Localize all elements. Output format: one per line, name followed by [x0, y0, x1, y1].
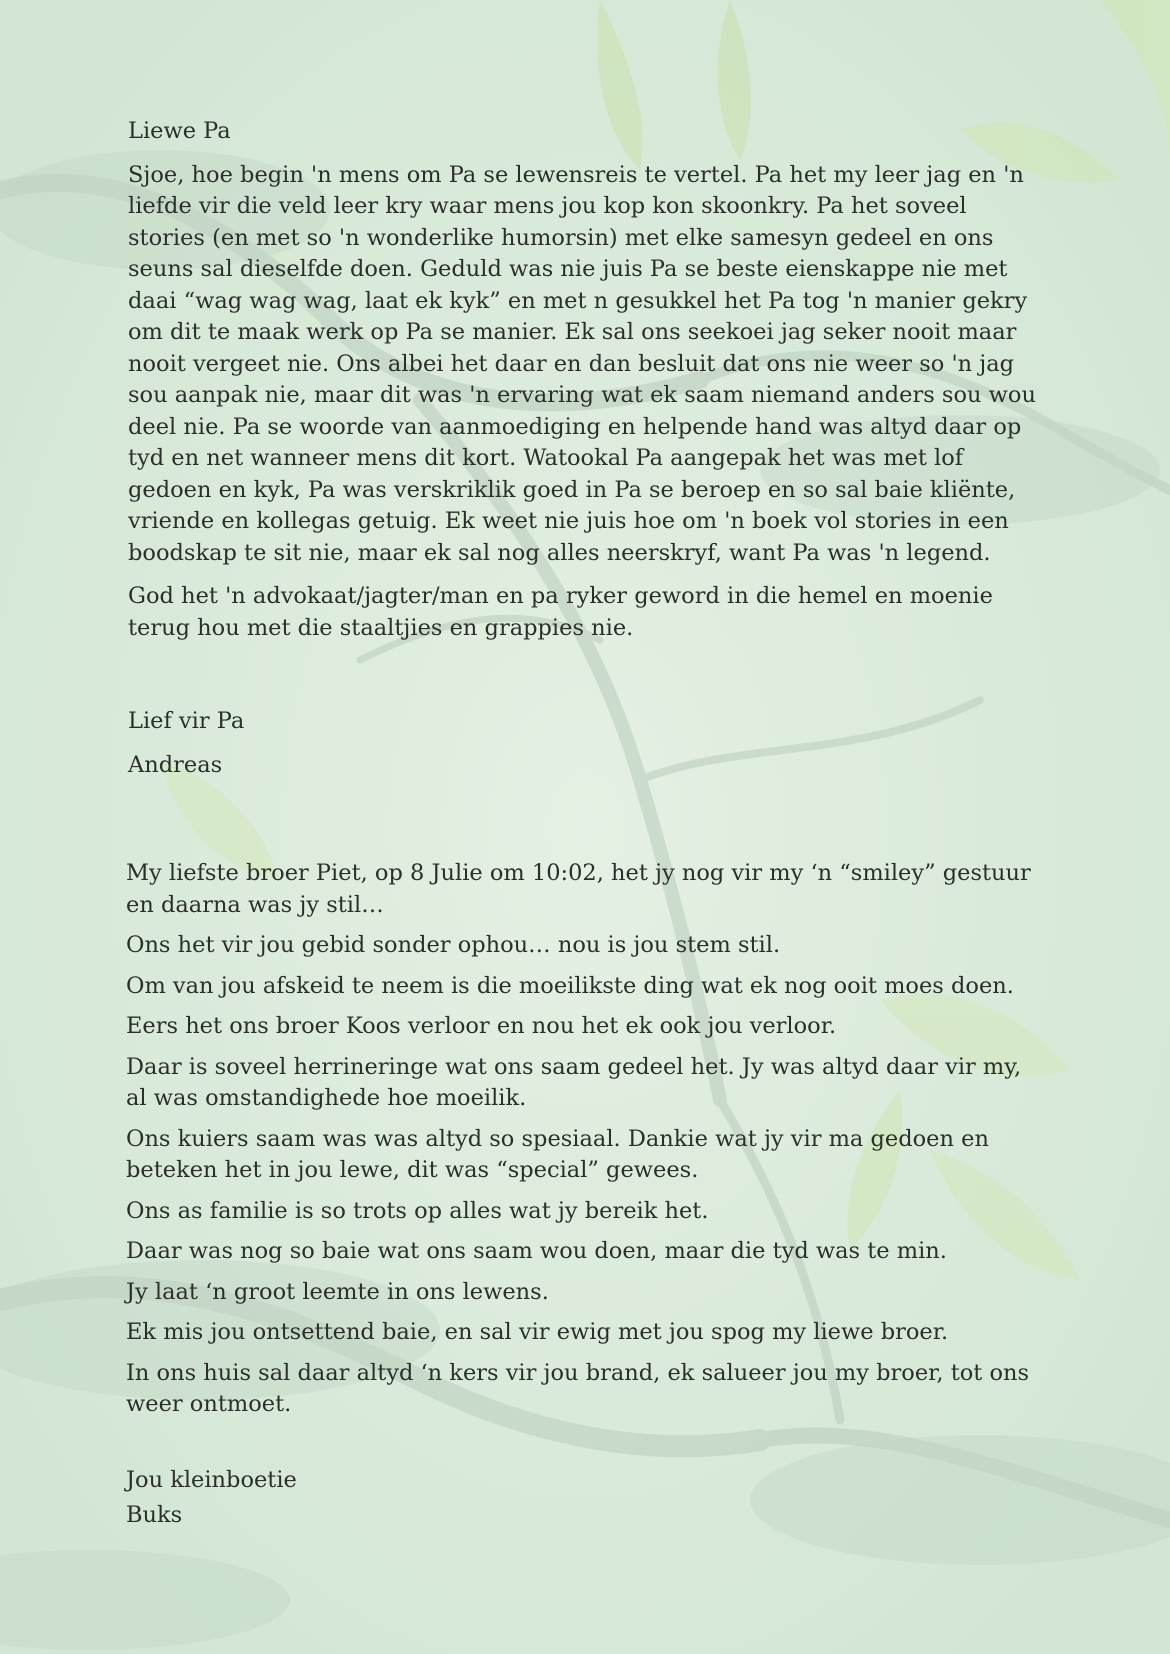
tribute-line: Ek mis jou ontsettend baie, en sal vir ewig met jou spog my liewe broer. — [126, 1319, 949, 1345]
tribute-line: Om van jou afskeid te neem is die moeilikste ding wat ek nog ooit moes doen. — [126, 972, 1014, 999]
signature: Andreas — [128, 751, 223, 778]
tribute-line: Ons as familie is so trots op alles wat jy bereik het. — [126, 1197, 709, 1224]
tribute-line: Daar was nog so baie wat ons saam wou doen, maar die tyd was te min. — [126, 1238, 947, 1264]
tribute-line: Jy laat ‘n groot leemte in ons lewens. — [126, 1278, 549, 1305]
tribute-line: Ons kuiers saam was was altyd so spesiaal. Dankie wat jy vir ma gedoen en beteken het in jou lewe, dit was “special” gewees. — [126, 1125, 989, 1183]
tribute-buks — [126, 858, 1046, 1532]
signature: Buks — [126, 1502, 183, 1528]
tribute-paragraph: God het 'n advokaat/jagter/man en pa ryker geword in die hemel en moenie terug hou met die staaltjies en grappies nie. — [128, 583, 993, 641]
tribute-line: In ons huis sal daar altyd ‘n kers vir jou brand, ek salueer jou my broer, tot ons weer ontmoet. — [126, 1359, 1030, 1417]
tribute-paragraph: Sjoe, hoe begin 'n mens om Pa se lewensreis te vertel. Pa het my leer jag en 'n liefde vir die veld leer kry waar mens jou kop kon skoonkry. Pa het soveel stories (en met so 'n wonderlike humorsin) met elke samesyn gedeel en ons seuns sal dieselfde doen. Geduld was nie juis Pa se beste eienskappe nie met daai “wag wag wag, laat ek kyk” en met n gesukkel het Pa tog 'n manier gekry om dit te maak werk op Pa se manier. Ek sal ons seekoei jag seker nooit maar nooit vergeet nie. Ons albei het daar en dan besluit dat ons nie weer so 'n jag sou aanpak nie, maar dit was 'n ervaring wat ek saam niemand anders sou wou deel nie. Pa se woorde van aanmoediging en helpende hand was altyd daar op tyd en net wanneer mens dit kort. Watookal Pa aangepak het was met lof gedoen en kyk, Pa was verskriklik goed in Pa se beroep en so sal baie kliënte, vriende en kollegas getuig. Ek weet nie juis hoe om 'n boek vol stories in een boodskap te sit nie, maar ek sal nog alles neerskryf, want Pa was 'n legend. — [128, 161, 1036, 566]
tribute-line: My liefste broer Piet, op 8 Julie om 10:02, het jy nog vir my ‘n “smiley” gestuur en daarna was jy stil… — [126, 860, 1031, 918]
tribute-andreas — [128, 116, 1048, 781]
closing: Jou kleinboetie — [126, 1466, 297, 1493]
closing: Lief vir Pa — [128, 708, 245, 734]
greeting: Liewe Pa — [128, 118, 231, 144]
tribute-line: Ons het vir jou gebid sonder ophou… nou is jou stem stil. — [126, 932, 781, 958]
tribute-line: Eers het ons broer Koos verloor en nou het ek ook jou verloor. — [126, 1013, 837, 1039]
tribute-line: Daar is soveel herrineringe wat ons saam gedeel het. Jy was altyd daar vir my, al was omstandighede hoe moeilik. — [126, 1053, 1022, 1111]
